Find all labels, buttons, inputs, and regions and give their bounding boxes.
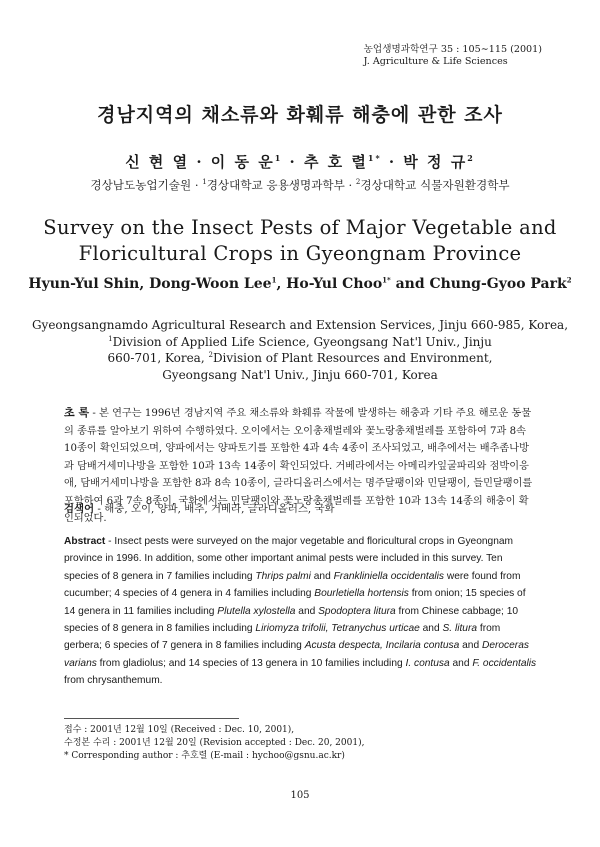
affil-en-line2-text: Division of Applied Life Science, Gyeongsang Nat'l Univ., Jinju: [112, 334, 492, 349]
author-1-en: Hyun-Yul Shin,: [28, 276, 150, 292]
abstract-en-text: - Insect pests were surveyed on the major vegetable and floricultural crops in Gyeongnam: [105, 536, 514, 547]
author-3-en-sup: 1*: [382, 275, 391, 285]
keywords-label: 검색어: [64, 503, 95, 515]
journal-citation: 농업생명과학연구 35 : 105∼115 (2001): [363, 44, 542, 55]
author-4-kr-sup: 2: [467, 153, 475, 163]
abstract-en-text: from Chinese cabbage; 10: [395, 605, 519, 617]
abstract-en-text: gerbera; 6 species of 7 genera in 8 families including: [64, 640, 305, 652]
affil-en-line3: [0, 350, 600, 367]
title-en-line1: Survey on the Insect Pests of Major Vegetable and: [43, 216, 557, 239]
abstract-en-text: from gladiolus; and 14 species of 13 genera in 10 families including: [96, 657, 406, 669]
title-english: [0, 215, 600, 267]
affiliation-korean: [0, 177, 600, 193]
species-name: Bourletiella hortensis: [314, 588, 409, 600]
species-name: Deroceras: [481, 640, 529, 652]
abstract-en-line: [64, 568, 538, 585]
authors-korean: [0, 151, 600, 172]
abstract-en-line: [64, 637, 538, 654]
keywords: [64, 500, 536, 515]
abstract-en-text: species of 8 genera in 8 families including: [64, 623, 256, 635]
footnote-received: 접수 : 2001년 12월 10일 (Received : Dec. 10, 2001),: [64, 725, 295, 735]
author-4-kr: 박 정 규: [403, 153, 468, 171]
title-en-line2: Floricultural Crops in Gyeongnam Province: [78, 242, 522, 265]
abstract-en-text: and: [419, 623, 443, 635]
footnote-divider: [64, 718, 239, 719]
species-name: Spodoptera litura: [318, 605, 396, 617]
affil-en-line4: Gyeongsang Nat'l Univ., Jinju 660-701, Korea: [162, 367, 438, 382]
species-name: Acusta despecta, Incilaria contusa: [304, 640, 460, 652]
abstract-kr-text: - 본 연구는 1996년 경남지역 주요 채소류와 화훼류 작물에 발생하는 해충과 기타 주요 해로운 동물의 종류를 알아보기 위하여 수행하였다. 오이에서는 오이총채벌레와 꽃노랑총채벌레를 포함하여 7과 8속 10종이 확인되었으며, 양파에서는 양파토기를 포함한 4과 4속 4종이 조사되었고, 배추에서는 배추좀나방과 담배거세미나방을 포함한 10과 13속 14종이 확인되었다. 거베라에서는 아메리카잎굴파리와 점박이응애, 담배거세미나방을 포함한 8과 8속 10종이, 글라디올러스에서는 명주달팽이와 민달팽이, 들민달팽이를 포함하여 6과 7속 8종이, 국화에서는 민달팽이와 꽃노랑총채벌레를 포함한 10과 13속 14종의 해충이 확인되었다.: [64, 408, 533, 524]
footnote-corresponding: * Corresponding author : 추호렬 (E-mail : hychoo@gsnu.ac.kr): [64, 751, 345, 761]
affil-kr-3: 경상대학교 식물자원환경학부: [360, 178, 510, 192]
abstract-english: [64, 533, 538, 690]
abstract-en-text: and: [459, 640, 482, 652]
affil-kr-sup2: 2: [355, 178, 361, 187]
abstract-en-text: and: [449, 657, 473, 669]
affil-en-line3b: Division of Plant Resources and Environment,: [212, 351, 493, 365]
affil-en-line3a: 660-701, Korea,: [107, 351, 209, 365]
species-name: I. contusa: [405, 657, 450, 669]
species-name: S. litura: [442, 623, 478, 635]
affil-en-sup2: 2: [208, 351, 213, 359]
affil-en-line2: [0, 334, 600, 351]
author-1-kr: 신 현 열: [125, 153, 190, 171]
abstract-en-text: from: [477, 623, 501, 635]
abstract-en-line: [64, 620, 538, 637]
abstract-en-text: and: [295, 605, 319, 617]
author-sep: ·: [189, 153, 211, 171]
abstract-en-text: species of 8 genera in 7 families including: [64, 570, 256, 582]
keywords-text: - 해충, 오이, 양파, 배추, 거베라, 글라디올러스, 국화: [94, 503, 335, 515]
author-3-en: , Ho-Yul Choo: [276, 276, 383, 292]
abstract-en-text: 14 genera in 11 families including: [64, 605, 218, 617]
abstract-en-label: Abstract: [64, 536, 106, 547]
abstract-en-line: [64, 603, 538, 620]
footnotes: [64, 724, 364, 763]
author-2-kr: 이 동 운: [210, 153, 275, 171]
abstract-en-text: and: [310, 570, 334, 582]
authors-english: [0, 276, 600, 292]
author-3-kr: 추 호 렬: [303, 153, 368, 171]
species-name: Frankliniella occidentalis: [333, 570, 444, 582]
abstract-en-text: from onion; 15 species of: [408, 588, 526, 600]
author-4-en: and Chung-Gyoo Park: [390, 276, 567, 292]
affil-kr-sup1: 1: [202, 178, 207, 187]
journal-header: [364, 44, 542, 68]
abstract-en-line: from chrysanthemum.: [64, 675, 163, 687]
author-2-en: Dong-Woon Lee: [149, 276, 272, 292]
species-name: varians: [64, 657, 97, 669]
author-2-en-sup: 1: [271, 275, 277, 285]
abstract-en-line: [64, 533, 538, 550]
affil-kr-1: 경상남도농업기술원 ·: [90, 178, 203, 192]
page-number: 105: [290, 790, 310, 801]
abstract-en-line: [64, 655, 538, 672]
species-name: F. occidentalis: [472, 657, 537, 669]
author-3-kr-sup: 1*: [367, 153, 382, 163]
journal-name: J. Agriculture & Life Sciences: [363, 56, 508, 67]
species-name: Plutella xylostella: [217, 605, 296, 617]
affiliation-english: [0, 317, 600, 383]
author-sep: ·: [381, 153, 404, 171]
affil-kr-2: 경상대학교 응용생명과학부 ·: [206, 178, 356, 192]
abstract-en-line: [64, 585, 538, 602]
abstract-en-text: were found from: [444, 570, 521, 582]
affil-en-line1: Gyeongsangnamdo Agricultural Research and Extension Services, Jinju 660-985, Korea,: [31, 318, 569, 332]
author-2-kr-sup: 1: [274, 153, 283, 163]
author-sep: ·: [282, 153, 304, 171]
abstract-en-line: province in 1996. In addition, some other important animal pests were included in this survey. Ten: [64, 553, 503, 565]
title-korean: 경남지역의 채소류와 화훼류 해충에 관한 조사: [97, 104, 503, 126]
affil-en-sup1: 1: [108, 334, 113, 343]
species-name: Liriomyza trifolii, Tetranychus urticae: [255, 623, 420, 635]
species-name: Thrips palmi: [255, 570, 311, 582]
abstract-en-text: cucumber; 4 species of 4 genera in 4 families including: [64, 588, 315, 600]
abstract-kr-label: 초 록: [64, 406, 90, 419]
footnote-revision: 수정본 수리 : 2001년 12월 20일 (Revision accepted : Dec. 20, 2001),: [64, 738, 365, 748]
author-4-en-sup: 2: [566, 275, 572, 285]
